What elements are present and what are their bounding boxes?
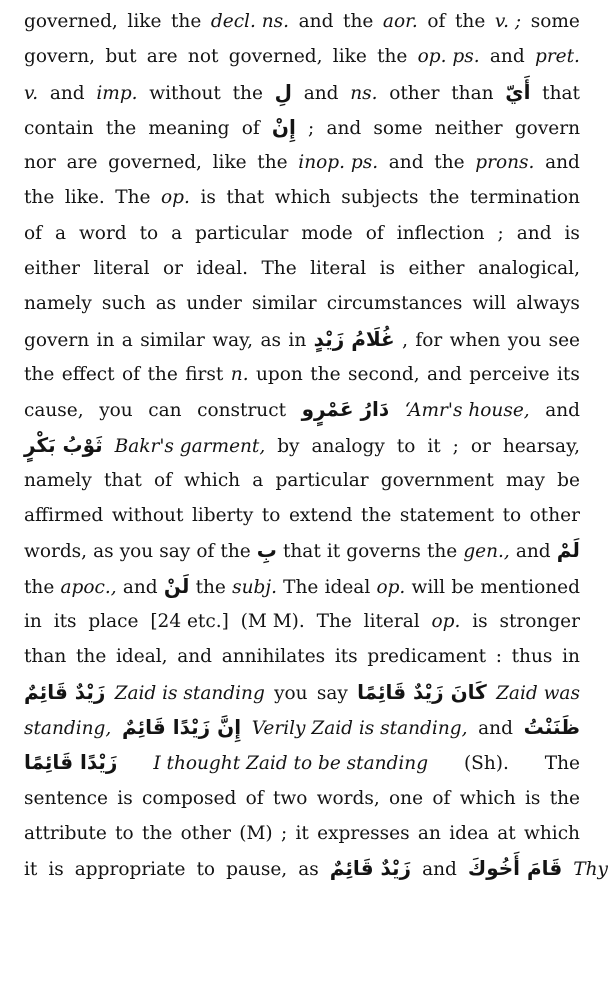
word: is bbox=[117, 787, 133, 809]
word: to bbox=[396, 435, 416, 457]
word: the bbox=[426, 541, 458, 563]
text-line bbox=[24, 180, 580, 215]
word: and bbox=[303, 82, 339, 104]
arabic-word: قَامَ أَخُوكَ bbox=[467, 856, 563, 881]
arabic-word: زَيْدًا قَائِمًا bbox=[24, 750, 118, 775]
word: extend bbox=[288, 505, 353, 527]
word: analogy bbox=[311, 435, 385, 457]
word: mode bbox=[301, 222, 353, 244]
word: governed, bbox=[228, 46, 323, 68]
word: govern bbox=[24, 329, 90, 351]
text-line bbox=[24, 4, 580, 39]
word: in bbox=[24, 611, 42, 633]
word: and bbox=[122, 576, 158, 598]
word: a bbox=[54, 222, 66, 244]
word: which bbox=[184, 469, 241, 491]
word: (M M). bbox=[240, 611, 305, 633]
italic-term: op. bbox=[431, 611, 461, 633]
word: ideal. bbox=[196, 258, 248, 280]
italic-term: inop. ps. bbox=[298, 152, 379, 174]
word: and bbox=[515, 541, 551, 563]
word: the bbox=[310, 363, 341, 385]
word: statement bbox=[399, 505, 495, 527]
word: a bbox=[121, 329, 133, 351]
arabic-word: أَيّ bbox=[505, 79, 531, 104]
arabic-word: لِ bbox=[274, 79, 292, 104]
word: and bbox=[326, 117, 362, 139]
text-line bbox=[24, 816, 580, 851]
word: (Sh). bbox=[463, 753, 509, 775]
italic-term: v. ; bbox=[494, 11, 522, 32]
word: of bbox=[196, 541, 215, 563]
word: two bbox=[272, 787, 308, 809]
word: expresses bbox=[317, 822, 410, 844]
text-line bbox=[24, 75, 580, 110]
word: composed bbox=[142, 787, 237, 809]
italic-term: Zaid was bbox=[496, 682, 580, 704]
italic-term: Thy bbox=[573, 859, 608, 881]
word: and bbox=[388, 152, 424, 174]
word: than bbox=[24, 646, 67, 668]
word: The bbox=[283, 576, 319, 598]
word: not bbox=[187, 46, 219, 68]
word: will bbox=[472, 293, 507, 315]
word: and bbox=[545, 152, 580, 174]
word: and bbox=[478, 717, 513, 739]
word: when bbox=[449, 329, 501, 351]
word: which bbox=[274, 187, 331, 209]
arabic-word: بِ bbox=[256, 538, 277, 563]
word: of bbox=[432, 787, 451, 809]
word: effect bbox=[61, 363, 115, 385]
word: the bbox=[343, 11, 374, 32]
word: it bbox=[295, 822, 309, 844]
word: without bbox=[111, 505, 184, 527]
word: The bbox=[115, 187, 151, 209]
word: second, bbox=[348, 363, 420, 385]
italic-term: Bakr's garment, bbox=[114, 435, 266, 457]
italic-term: prons. bbox=[475, 152, 535, 174]
italic-term: standing, bbox=[24, 717, 112, 739]
word: place bbox=[88, 611, 139, 633]
italic-term: v. bbox=[24, 82, 39, 104]
word: of bbox=[241, 117, 260, 139]
word: to bbox=[261, 505, 281, 527]
word: is bbox=[200, 187, 216, 209]
word: ; bbox=[452, 435, 459, 457]
word: governed, bbox=[108, 152, 202, 174]
arabic-word: لَنْ bbox=[163, 573, 190, 598]
text-line bbox=[24, 498, 580, 533]
word: that bbox=[226, 187, 265, 209]
word: to bbox=[139, 222, 159, 244]
word: namely bbox=[24, 293, 92, 315]
word: it bbox=[24, 859, 38, 881]
italic-term: pret. bbox=[534, 46, 580, 68]
word: it bbox=[427, 435, 441, 457]
word: as bbox=[260, 329, 281, 351]
arabic-word: إِنَّ زَيْدًا قَائِمٌ bbox=[121, 714, 242, 739]
word: of bbox=[245, 787, 264, 809]
arabic-word: لَمْ bbox=[556, 538, 580, 563]
word: stronger bbox=[499, 611, 580, 633]
word: but bbox=[105, 46, 137, 68]
word: analogical, bbox=[477, 258, 580, 280]
arabic-word: ثَوْبُ بَكْرٍ bbox=[24, 432, 103, 457]
word: a bbox=[252, 469, 264, 491]
word: as bbox=[298, 859, 319, 881]
word: termination bbox=[469, 187, 580, 209]
italic-term: op. bbox=[376, 576, 406, 598]
word: as bbox=[93, 541, 114, 563]
word: some bbox=[373, 117, 423, 139]
word: a bbox=[171, 222, 183, 244]
word: particular bbox=[195, 222, 289, 244]
word: govern, bbox=[24, 46, 96, 68]
word: some bbox=[530, 11, 580, 32]
italic-term: I thought Zaid to be standing bbox=[153, 753, 429, 775]
word: and bbox=[298, 11, 334, 32]
word: in bbox=[288, 329, 307, 351]
text-line bbox=[24, 604, 580, 639]
word: see bbox=[548, 329, 580, 351]
word: and bbox=[49, 82, 85, 104]
word: words, bbox=[24, 541, 88, 563]
word: of bbox=[24, 222, 42, 244]
word: you bbox=[119, 541, 154, 563]
word: appropriate bbox=[74, 859, 186, 881]
word: hearsay, bbox=[502, 435, 580, 457]
word: you bbox=[99, 400, 133, 422]
word: mentioned bbox=[480, 576, 580, 598]
word: construct bbox=[197, 400, 287, 422]
word: ideal, bbox=[115, 646, 168, 668]
text-line bbox=[24, 39, 580, 74]
word: ; bbox=[280, 822, 288, 844]
word: ; bbox=[308, 117, 315, 139]
arabic-word: دَارُ عَمْرٍو bbox=[301, 397, 390, 422]
italic-term: Zaid is standing bbox=[114, 682, 265, 704]
text-line bbox=[24, 110, 580, 145]
word: either bbox=[24, 258, 81, 280]
word: and bbox=[422, 859, 457, 881]
word: way, bbox=[212, 329, 254, 351]
word: at bbox=[497, 822, 516, 844]
word: is bbox=[379, 258, 396, 280]
word: meaning bbox=[148, 117, 230, 139]
word: may bbox=[505, 469, 545, 491]
word: and bbox=[489, 46, 525, 68]
word: of bbox=[153, 469, 172, 491]
word: similar bbox=[140, 329, 205, 351]
word: and bbox=[177, 646, 213, 668]
word: affirmed bbox=[24, 505, 104, 527]
word: The bbox=[544, 753, 580, 775]
italic-term: ‘Amr's house, bbox=[404, 400, 530, 422]
word: you bbox=[274, 682, 308, 704]
word: like. bbox=[64, 187, 105, 209]
word: the bbox=[171, 11, 202, 32]
word: that bbox=[103, 469, 142, 491]
word: to bbox=[196, 859, 216, 881]
word: The bbox=[261, 258, 297, 280]
word: or bbox=[470, 435, 491, 457]
word: sentence bbox=[24, 787, 108, 809]
word: such bbox=[101, 293, 146, 315]
word: , bbox=[402, 329, 408, 351]
body-text bbox=[24, 4, 608, 886]
word: which bbox=[524, 822, 580, 844]
word: that bbox=[542, 82, 580, 104]
word: and bbox=[516, 222, 552, 244]
word: contain bbox=[24, 117, 94, 139]
word: other bbox=[389, 82, 440, 104]
word: governed, bbox=[24, 11, 118, 32]
word: can bbox=[148, 400, 182, 422]
word: the bbox=[454, 11, 486, 32]
word: its bbox=[334, 646, 358, 668]
word: predicament bbox=[367, 646, 486, 668]
word: of bbox=[365, 222, 384, 244]
word: and bbox=[545, 400, 580, 422]
arabic-word: ظَنَنْتُ bbox=[523, 714, 580, 739]
italic-term: ns. bbox=[350, 82, 378, 104]
word: annihilates bbox=[221, 646, 326, 668]
text-line bbox=[24, 710, 580, 745]
text-line bbox=[24, 216, 580, 251]
word: you bbox=[507, 329, 542, 351]
word: its bbox=[556, 363, 580, 385]
italic-term: n. bbox=[230, 363, 249, 385]
text-line bbox=[24, 533, 580, 568]
word: nor bbox=[24, 152, 56, 174]
word: under bbox=[186, 293, 242, 315]
word: cause, bbox=[24, 400, 84, 422]
word: is bbox=[472, 611, 488, 633]
word: its bbox=[53, 611, 77, 633]
italic-term: gen., bbox=[463, 541, 510, 563]
text-line bbox=[24, 428, 580, 463]
word: are bbox=[66, 152, 98, 174]
word: without bbox=[149, 82, 221, 104]
word: be bbox=[451, 576, 475, 598]
word: the bbox=[361, 505, 392, 527]
word: govern bbox=[514, 117, 580, 139]
word: the bbox=[232, 82, 263, 104]
italic-term: aor. bbox=[382, 11, 418, 32]
word: particular bbox=[275, 469, 369, 491]
word: the bbox=[549, 787, 580, 809]
text-line bbox=[24, 463, 580, 498]
word: the bbox=[105, 117, 137, 139]
word: governs bbox=[346, 541, 421, 563]
word: an bbox=[417, 822, 441, 844]
word: literal bbox=[363, 611, 420, 633]
text-line bbox=[24, 145, 580, 180]
word: in bbox=[96, 329, 115, 351]
word: the bbox=[429, 187, 460, 209]
text-line bbox=[24, 286, 580, 321]
word: is bbox=[564, 222, 580, 244]
word: other bbox=[529, 505, 580, 527]
word: first bbox=[185, 363, 224, 385]
word: (M) bbox=[239, 822, 273, 844]
text-line bbox=[24, 851, 608, 886]
word: it bbox=[326, 541, 341, 563]
word: the bbox=[75, 646, 107, 668]
word: thus bbox=[511, 646, 553, 668]
word: by bbox=[277, 435, 300, 457]
word: will bbox=[411, 576, 446, 598]
word: ; bbox=[497, 222, 504, 244]
word: namely bbox=[24, 469, 92, 491]
word: government bbox=[380, 469, 494, 491]
word: other bbox=[180, 822, 231, 844]
text-line bbox=[24, 745, 580, 780]
text-line bbox=[24, 322, 580, 357]
word: than bbox=[451, 82, 494, 104]
word: pause, bbox=[226, 859, 288, 881]
word: for bbox=[415, 329, 443, 351]
text-line bbox=[24, 392, 580, 427]
word: are bbox=[146, 46, 178, 68]
word: of bbox=[427, 11, 446, 32]
word: is bbox=[48, 859, 64, 881]
word: either bbox=[408, 258, 465, 280]
arabic-word: زَيْدٌ قَائِمٌ bbox=[24, 679, 106, 704]
word: the bbox=[220, 541, 251, 563]
word: subjects bbox=[341, 187, 419, 209]
word: the bbox=[195, 576, 226, 598]
word: : bbox=[495, 646, 502, 668]
word: be bbox=[557, 469, 580, 491]
word: liberty bbox=[191, 505, 254, 527]
word: upon bbox=[256, 363, 303, 385]
word: The bbox=[316, 611, 352, 633]
text-line bbox=[24, 251, 580, 286]
word: words, bbox=[316, 787, 380, 809]
word: literal bbox=[93, 258, 150, 280]
arabic-word: زَيْدٌ قَائِمٌ bbox=[329, 856, 412, 881]
word: the bbox=[147, 363, 178, 385]
word: to bbox=[502, 505, 522, 527]
word: one bbox=[389, 787, 424, 809]
word: and bbox=[427, 363, 462, 385]
word: [24 etc.] bbox=[150, 611, 229, 633]
italic-term: subj. bbox=[232, 576, 277, 598]
italic-term: decl. ns. bbox=[210, 11, 290, 32]
arabic-word: غُلَامُ زَيْدٍ bbox=[313, 326, 395, 351]
italic-term: Verily Zaid is standing, bbox=[251, 717, 468, 739]
italic-term: op. bbox=[161, 187, 190, 209]
word: in bbox=[562, 646, 580, 668]
word: the bbox=[434, 152, 465, 174]
italic-term: imp. bbox=[96, 82, 138, 104]
word: circumstances bbox=[326, 293, 463, 315]
word: inflection bbox=[396, 222, 485, 244]
word: the bbox=[257, 152, 288, 174]
word: the bbox=[24, 187, 55, 209]
word: idea bbox=[449, 822, 489, 844]
arabic-word: إِنْ bbox=[271, 114, 296, 139]
word: the bbox=[377, 46, 408, 68]
word: the bbox=[24, 363, 55, 385]
word: of bbox=[122, 363, 141, 385]
word: the bbox=[24, 576, 55, 598]
word: which bbox=[459, 787, 516, 809]
word: attribute bbox=[24, 822, 107, 844]
word: always bbox=[516, 293, 580, 315]
text-line bbox=[24, 357, 580, 392]
word: that bbox=[282, 541, 321, 563]
text-line bbox=[24, 781, 580, 816]
word: is bbox=[524, 787, 541, 809]
text-line bbox=[24, 675, 580, 710]
word: say bbox=[159, 541, 191, 563]
word: to bbox=[115, 822, 134, 844]
word: neither bbox=[434, 117, 503, 139]
word: ideal bbox=[324, 576, 371, 598]
italic-term: op. ps. bbox=[417, 46, 480, 68]
word: word bbox=[78, 222, 127, 244]
word: literal bbox=[310, 258, 367, 280]
text-line bbox=[24, 639, 580, 674]
word: or bbox=[162, 258, 183, 280]
book-page bbox=[24, 4, 608, 886]
word: as bbox=[155, 293, 177, 315]
italic-term: apoc., bbox=[60, 576, 117, 598]
word: say bbox=[316, 682, 348, 704]
text-line bbox=[24, 569, 580, 604]
word: perceive bbox=[469, 363, 550, 385]
word: like bbox=[212, 152, 247, 174]
arabic-word: كَانَ زَيْدٌ قَائِمًا bbox=[357, 679, 487, 704]
word: the bbox=[142, 822, 173, 844]
word: similar bbox=[251, 293, 317, 315]
word: like bbox=[127, 11, 162, 32]
word: like bbox=[332, 46, 367, 68]
